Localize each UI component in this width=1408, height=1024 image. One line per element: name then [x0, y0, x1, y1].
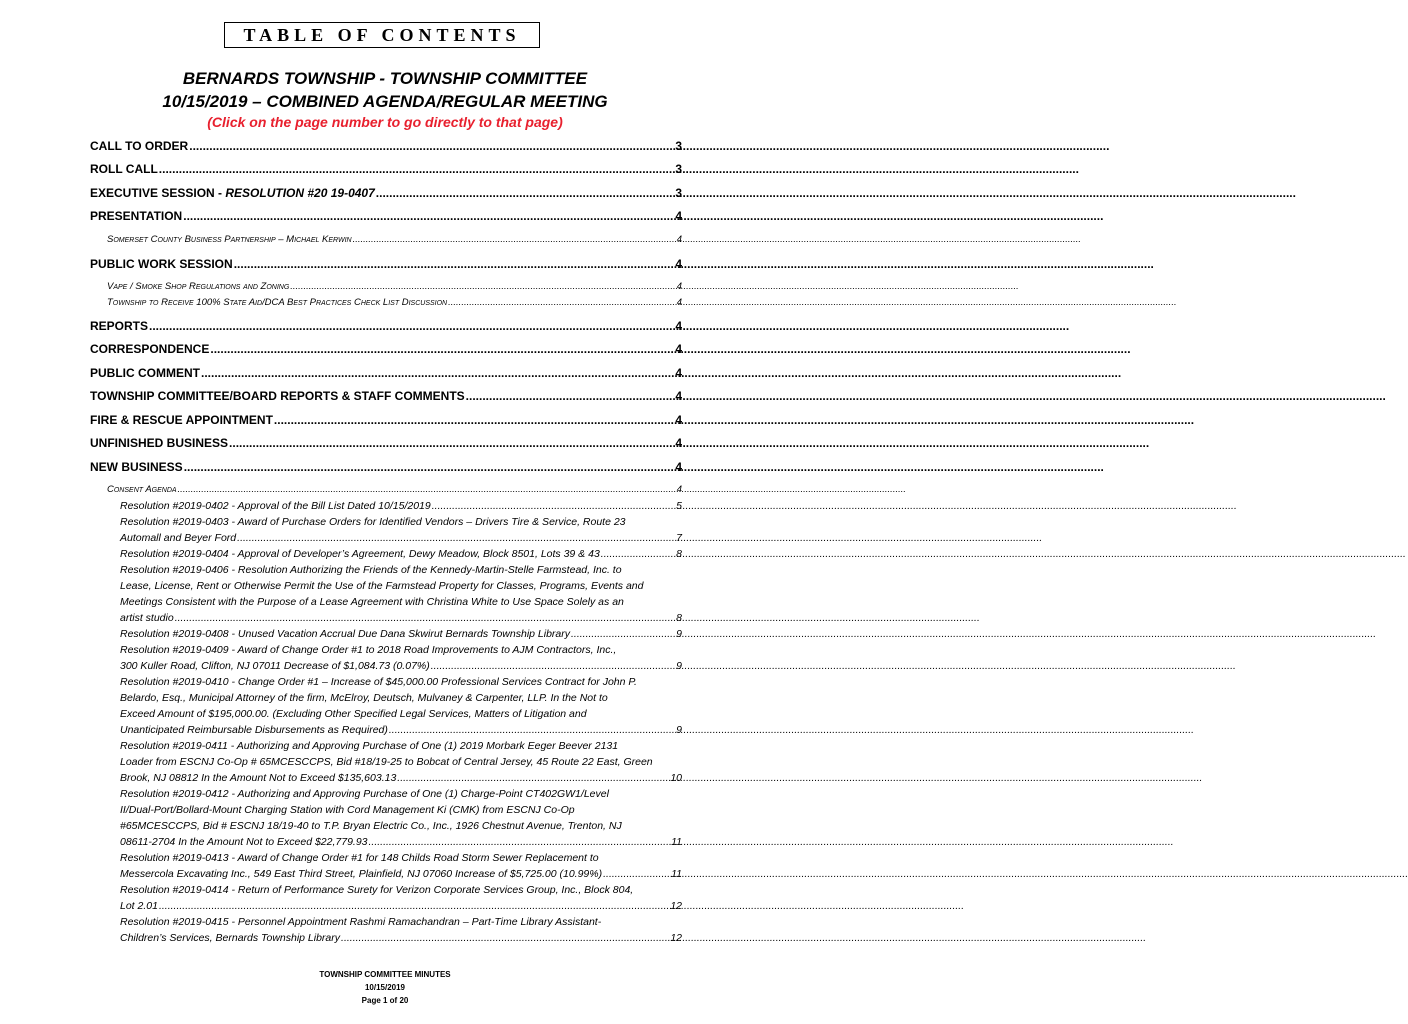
toc-entry-public-work-session[interactable]	[90, 257, 682, 271]
toc-page-link[interactable]: 3	[675, 162, 682, 176]
toc-entry-label: REPORTS	[90, 319, 149, 333]
toc-entry-label: Resolution #2019-0408 - Unused Vacation Accrual Due Dana Skwirut Bernards Township Library	[120, 628, 570, 640]
toc-entry-unfinished-business[interactable]	[90, 436, 682, 450]
toc-entry-label: EXECUTIVE SESSION - RESOLUTION #20 19-0407	[90, 186, 375, 200]
toc-entry-reports[interactable]	[90, 319, 682, 333]
toc-entry-resolution-0413-line: Resolution #2019-0413 - Award of Change Order #1 for 148 Childs Road Storm Sewer Replacement to	[120, 852, 599, 864]
toc-entry-resolution-0412-line: II/Dual-Port/Bollard-Mount Charging Station with Cord Management Ki (CMK) from ESCNJ Co-Op	[120, 804, 575, 816]
toc-entry-executive-session[interactable]	[90, 186, 682, 200]
toc-entry-resolution-0403-line: Resolution #2019-0403 - Award of Purchase Orders for Identified Vendors – Drivers Tire & Service, Route 23	[120, 516, 626, 528]
toc-page-link[interactable]: 7	[676, 532, 682, 544]
toc-entry-resolution-0406[interactable]	[120, 612, 682, 624]
toc-page-link[interactable]: 9	[676, 660, 682, 672]
toc-entry-label: Lot 2.01	[120, 900, 158, 912]
toc-page-link[interactable]: 4	[675, 366, 682, 380]
toc-entry-label: FIRE & RESCUE APPOINTMENT	[90, 413, 273, 427]
toc-page-link[interactable]: 8	[676, 548, 682, 560]
toc-entry-label: Consent Agenda	[107, 484, 177, 495]
toc-entry-label: Automall and Beyer Ford	[120, 532, 237, 544]
footer-date: 10/15/2019	[364, 983, 406, 992]
toc-entry-label: artist studio	[120, 612, 174, 624]
toc-entry-label: CORRESPONDENCE	[90, 342, 210, 356]
toc-entry-resolution-0410-line: Resolution #2019-0410 - Change Order #1 – Increase of $45,000.00 Professional Services Contract for John P.	[120, 676, 637, 688]
footer-title: TOWNSHIP COMMITTEE MINUTES	[319, 970, 451, 979]
toc-page-link[interactable]: 4	[675, 436, 682, 450]
toc-page-link[interactable]: 12	[670, 932, 682, 944]
toc-entry-resolution-0415-line: Resolution #2019-0415 - Personnel Appointment Rashmi Ramachandran – Part-Time Library Assistant-	[120, 916, 602, 928]
toc-page-link[interactable]: 4	[676, 281, 682, 292]
toc-entry-resolution-0406-line: Lease, License, Rent or Otherwise Permit the Use of the Farmstead Property for Classes, Programs, Events and	[120, 580, 644, 592]
toc-entry-resolution-0412[interactable]	[120, 836, 682, 848]
toc-page-link[interactable]: 4	[676, 234, 682, 245]
toc-entry-consent-agenda[interactable]	[107, 484, 682, 495]
toc-entry-resolution-0406-line: Resolution #2019-0406 - Resolution Authorizing the Friends of the Kennedy-Martin-Stelle Farmstead, Inc. to	[120, 564, 622, 576]
toc-page-link[interactable]: 11	[671, 836, 682, 848]
toc-page-link[interactable]: 4	[675, 319, 682, 333]
toc-entry-resolution-0404[interactable]	[120, 548, 682, 560]
toc-page-link[interactable]: 4	[675, 460, 682, 474]
toc-entry-presentation[interactable]	[90, 209, 682, 223]
toc-entry-label: PUBLIC COMMENT	[90, 366, 200, 380]
toc-entry-public-comment[interactable]	[90, 366, 682, 380]
toc-entry-vape-regulations[interactable]	[107, 281, 682, 292]
toc-entry-resolution-0412-line: Resolution #2019-0412 - Authorizing and Approving Purchase of One (1) Charge-Point CT402GW1/Level	[120, 788, 609, 800]
toc-entry-label: NEW BUSINESS	[90, 460, 183, 474]
toc-entry-resolution-0410-line: Exceed Amount of $195,000.00. (Excluding Other Specified Legal Services, Matters of Litigation and	[120, 708, 587, 720]
toc-entry-label: PUBLIC WORK SESSION	[90, 257, 233, 271]
toc-page-link[interactable]: 3	[675, 139, 682, 153]
toc-entry-resolution-0415[interactable]	[120, 932, 682, 944]
toc-entry-resolution-0411[interactable]	[120, 772, 682, 784]
toc-entry-resolution-0408[interactable]	[120, 628, 682, 640]
toc-entry-call-to-order[interactable]	[90, 139, 682, 153]
toc-title: TABLE OF CONTENTS	[224, 22, 540, 48]
toc-entry-resolution-0414[interactable]	[120, 900, 682, 912]
toc-entry-label: ROLL CALL	[90, 162, 158, 176]
toc-entry-label: Vape / Smoke Shop Regulations and Zoning	[107, 281, 290, 292]
click-instruction: (Click on the page number to go directly to that page)	[207, 114, 563, 130]
toc-entry-resolution-0403[interactable]	[120, 532, 682, 544]
toc-entry-label: TOWNSHIP COMMITTEE/BOARD REPORTS & STAFF COMMENTS	[90, 389, 465, 403]
toc-page-link[interactable]: 4	[675, 257, 682, 271]
toc-page-link[interactable]: 4	[675, 342, 682, 356]
toc-entry-label: 08611-2704 In the Amount Not to Exceed $22,779.93	[120, 836, 368, 848]
toc-entry-resolution-0413[interactable]	[120, 868, 682, 880]
toc-page-link[interactable]: 9	[676, 628, 682, 640]
toc-entry-resolution-0406-line: Meetings Consistent with the Purpose of a Lease Agreement with Christina White to Use Space Solely as an	[120, 596, 624, 608]
toc-entry-label: Unanticipated Reimbursable Disbursements as Required)	[120, 724, 388, 736]
toc-entry-label: Resolution #2019-0404 - Approval of Developer’s Agreement, Dewy Meadow, Block 8501, Lots 39 & 43	[120, 548, 600, 560]
toc-page-link[interactable]: 4	[675, 209, 682, 223]
toc-page-link[interactable]: 4	[676, 297, 682, 308]
toc-entry-new-business[interactable]	[90, 460, 682, 474]
toc-entry-label: PRESENTATION	[90, 209, 183, 223]
toc-entry-resolution-0411-line: Loader from ESCNJ Co-Op # 65MCESCCPS, Bid #18/19-25 to Bobcat of Central Jersey, 45 Route 22 East, Green	[120, 756, 653, 768]
toc-entry-state-aid[interactable]	[107, 297, 682, 308]
toc-page-link[interactable]: 8	[676, 612, 682, 624]
meeting-title: BERNARDS TOWNSHIP - TOWNSHIP COMMITTEE	[182, 69, 588, 88]
toc-page-link[interactable]: 12	[670, 900, 682, 912]
toc-entry-resolution-0410-line: Belardo, Esq., Municipal Attorney of the firm, McElroy, Deutsch, Mulvaney & Carpenter, LLP. In the Not to	[120, 692, 608, 704]
meeting-subtitle: 10/15/2019 – COMBINED AGENDA/REGULAR MEETING	[162, 92, 608, 111]
toc-page-link[interactable]: 3	[675, 186, 682, 200]
toc-entry-label: Messercola Excavating Inc., 549 East Third Street, Plainfield, NJ 07060 Increase of $5,725.00 (10.99%)	[120, 868, 603, 880]
toc-entry-resolution-0410[interactable]	[120, 724, 682, 736]
toc-entry-label: CALL TO ORDER	[90, 139, 189, 153]
toc-entry-resolution-0412-line: #65MCESCCPS, Bid # ESCNJ 18/19-40 to T.P. Bryan Electric Co., Inc., 1926 Chestnut Avenue, Trenton, NJ	[120, 820, 622, 832]
toc-entry-label: Brook, NJ 08812 In the Amount Not to Exceed $135,603.13	[120, 772, 397, 784]
toc-page-link[interactable]: 10	[670, 772, 682, 784]
footer-page-number: Page 1 of 20	[361, 996, 409, 1005]
toc-entry-somerset-partnership[interactable]	[107, 234, 682, 245]
toc-page-link[interactable]: 5	[676, 500, 682, 512]
toc-entry-correspondence[interactable]	[90, 342, 682, 356]
toc-page-link[interactable]: 4	[675, 413, 682, 427]
toc-page-link[interactable]: 4	[676, 484, 682, 495]
toc-entry-resolution-0409-line: Resolution #2019-0409 - Award of Change Order #1 to 2018 Road Improvements to AJM Contractors, Inc.,	[120, 644, 617, 656]
toc-entry-fire-rescue[interactable]	[90, 413, 682, 427]
toc-page-link[interactable]: 4	[675, 389, 682, 403]
toc-entry-label: Township to Receive 100% State Aid/DCA Best Practices Check List Discussion	[107, 297, 448, 308]
toc-entry-resolution-0409[interactable]	[120, 660, 682, 672]
toc-entry-committee-reports[interactable]	[90, 389, 682, 403]
toc-entry-label: UNFINISHED BUSINESS	[90, 436, 229, 450]
toc-entry-label: Somerset County Business Partnership – Michael Kerwin	[107, 234, 352, 245]
toc-entry-resolution-0414-line: Resolution #2019-0414 - Return of Performance Surety for Verizon Corporate Services Group, Inc., Block 804,	[120, 884, 634, 896]
toc-page-link[interactable]: 11	[671, 868, 682, 880]
toc-entry-resolution-0402[interactable]	[120, 500, 682, 512]
toc-entry-label: 300 Kuller Road, Clifton, NJ 07011 Decrease of $1,084.73 (0.07%)	[120, 660, 430, 672]
toc-entry-label: Resolution #2019-0402 - Approval of the Bill List Dated 10/15/2019	[120, 500, 431, 512]
toc-entry-resolution-0411-line: Resolution #2019-0411 - Authorizing and Approving Purchase of One (1) 2019 Morbark Eeger Beever 2131	[120, 740, 619, 752]
toc-page-link[interactable]: 9	[676, 724, 682, 736]
toc-entry-label: Children’s Services, Bernards Township Library	[120, 932, 341, 944]
toc-entry-roll-call[interactable]	[90, 162, 682, 176]
